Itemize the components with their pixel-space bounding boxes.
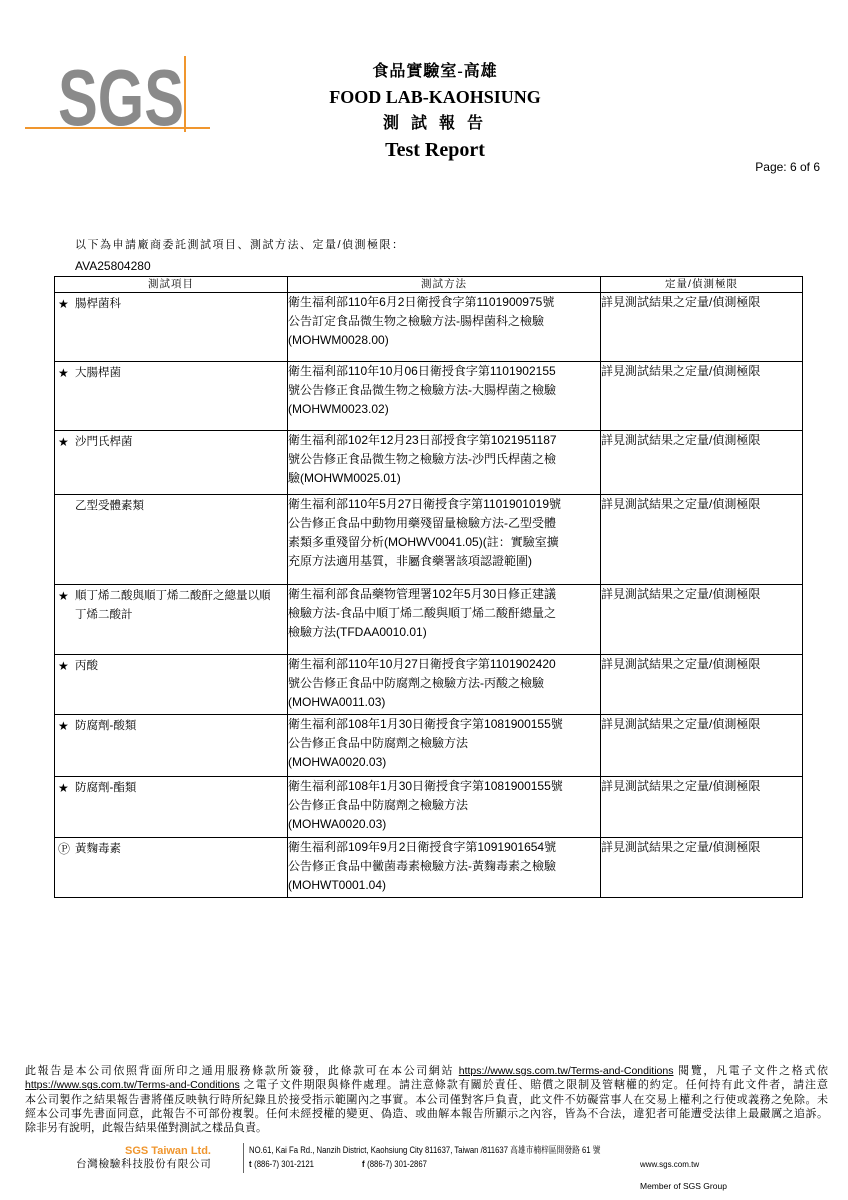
detection-limit-cell: 詳見測試結果之定量/偵測極限 <box>601 431 803 495</box>
disclaimer-line <box>25 1078 828 1092</box>
test-item-cell <box>55 495 288 585</box>
test-method-cell <box>288 838 601 898</box>
p-mark-icon: Ⓟ <box>58 842 71 856</box>
accreditation-mark: ★ <box>58 435 69 449</box>
disclaimer-text: 此報告是本公司依照背面所印之通用服務條款所簽發，此條款可在本公司網站 <box>25 1065 459 1077</box>
test-item-name: 順丁烯二酸與順丁烯二酸酐之總量以順 <box>75 590 271 602</box>
company-address: NO.61, Kai Fa Rd., Nanzih District, Kaohsiung City 811637, Taiwan /811637 高雄市楠梓區開發路 61 號 <box>249 1145 601 1155</box>
detection-limit-cell: 詳見測試結果之定量/偵測極限 <box>601 495 803 585</box>
test-item-name: 沙門氏桿菌 <box>75 436 133 448</box>
disclaimer <box>25 1064 828 1135</box>
disclaimer-line <box>25 1064 828 1078</box>
detection-limit-cell: 詳見測試結果之定量/偵測極限 <box>601 585 803 655</box>
telephone <box>249 1158 314 1170</box>
report-title-zh: 測 試 報 告 <box>382 115 487 132</box>
accreditation-mark: ★ <box>58 366 69 380</box>
company-name-en: SGS Taiwan Ltd. <box>125 1145 211 1157</box>
test-items-table <box>54 276 803 898</box>
test-item-cell <box>55 838 288 898</box>
test-method-line: (MOHWM0023.02) <box>288 402 389 416</box>
table-row <box>55 838 803 898</box>
table-row <box>55 655 803 715</box>
disclaimer-line: 本公司製作之結果報告書將僅反映執行時所紀錄且於接受指示範圍內之事實。本公司僅對客戶負責，此文件不妨礙當事人在交易上權利之行使或義務之免除。未 <box>25 1093 828 1106</box>
test-item-cell <box>55 585 288 655</box>
lab-name-en: FOOD LAB-KAOHSIUNG <box>329 87 541 107</box>
test-method-cell <box>288 431 601 495</box>
detection-limit-cell: 詳見測試結果之定量/偵測極限 <box>601 293 803 362</box>
column-header: 測試項目 <box>55 277 288 293</box>
test-method-cell <box>288 655 601 715</box>
test-method-line: 衛生福利部食品藥物管理署102年5月30日修正建議 <box>288 587 557 601</box>
test-item-name: 黃麴毒素 <box>75 843 121 855</box>
website: www.sgs.com.tw <box>640 1160 700 1169</box>
test-method-line: 衛生福利部110年6月2日衛授食字第1101900975號 <box>288 295 555 309</box>
intro-text: 以下為申請廠商委託測試項目、測試方法、定量/偵測極限： <box>75 239 405 251</box>
test-method-cell <box>288 495 601 585</box>
test-method-line: 衛生福利部110年5月27日衛授食字第1101901019號 <box>288 497 562 511</box>
test-method-cell <box>288 715 601 777</box>
test-item-cell <box>55 715 288 777</box>
sgs-logo-text: SGS <box>58 53 184 140</box>
report-number: AVA25804280 <box>75 259 151 273</box>
test-method-line: 衛生福利部110年10月27日衛授食字第1101902420 <box>288 657 556 671</box>
table-row <box>55 715 803 777</box>
test-method-line: 檢驗方法(TFDAA0010.01) <box>288 625 427 639</box>
detection-limit-cell: 詳見測試結果之定量/偵測極限 <box>601 715 803 777</box>
member-of-group: Member of SGS Group <box>640 1181 727 1191</box>
telephone-label: t <box>249 1159 252 1169</box>
test-method-line: (MOHWA0020.03) <box>288 755 387 769</box>
test-method-line: (MOHWM0028.00) <box>288 333 389 347</box>
test-method-line: 驗(MOHWM0025.01) <box>288 471 401 485</box>
test-method-line: 素類多重殘留分析(MOHWV0041.05)(註：實驗室擴 <box>288 535 559 549</box>
test-item-cell <box>55 293 288 362</box>
test-item-name: 腸桿菌科 <box>75 298 121 310</box>
test-method-line: 公告訂定食品微生物之檢驗方法-腸桿菌科之檢驗 <box>288 314 544 328</box>
test-item-name: 乙型受體素類 <box>75 500 144 512</box>
table-row <box>55 362 803 431</box>
disclaimer-text: 之電子文件期限與條件處理。請注意條款有關於責任、賠償之限制及管轄權的約定。任何持有此文件者，請注意 <box>239 1079 828 1092</box>
table-row <box>55 777 803 838</box>
test-method-line: (MOHWA0020.03) <box>288 817 387 831</box>
test-method-line: 公告修正食品中動物用藥殘留量檢驗方法-乙型受體 <box>288 516 556 530</box>
test-method-line: 衛生福利部108年1月30日衛授食字第1081900155號 <box>288 779 563 793</box>
test-method-line: 衛生福利部102年12月23日部授食字第1021951187 <box>288 433 557 447</box>
page-number: Page: 6 of 6 <box>755 160 820 174</box>
accreditation-mark: ★ <box>58 589 69 603</box>
telephone-number: (886-7) 301-2121 <box>254 1159 314 1169</box>
fax-number: (886-7) 301-2867 <box>367 1159 427 1169</box>
fax <box>362 1158 427 1170</box>
test-method-line: (MOHWA0011.03) <box>288 695 386 709</box>
table-row <box>55 293 803 362</box>
test-method-line: 衛生福利部110年10月06日衛授食字第1101902155 <box>288 364 556 378</box>
test-method-line: 號公告修正食品微生物之檢驗方法-大腸桿菌之檢驗 <box>288 383 556 397</box>
accreditation-mark: ★ <box>58 659 69 673</box>
accreditation-mark <box>58 497 75 516</box>
disclaimer-line: 經本公司事先書面同意，此報告不可部份複製。任何未經授權的變更、偽造、或曲解本報告所顯示之內容，皆為不合法，違犯者可能遭受法律上最嚴厲之追訴。 <box>25 1107 828 1120</box>
test-method-cell <box>288 362 601 431</box>
test-item-cell <box>55 362 288 431</box>
test-method-line: 號公告修正食品中防腐劑之檢驗方法-丙酸之檢驗 <box>288 676 544 690</box>
test-method-line: 衛生福利部108年1月30日衛授食字第1081900155號 <box>288 717 563 731</box>
terms-link[interactable]: https://www.sgs.com.tw/Terms-and-Conditions <box>25 1079 240 1092</box>
disclaimer-text: 閱覽，凡電子文件之格式依 <box>673 1065 828 1077</box>
test-method-line: 公告修正食品中黴菌毒素檢驗方法-黃麴毒素之檢驗 <box>288 859 556 873</box>
test-item-cell <box>55 431 288 495</box>
test-method-line: 檢驗方法-食品中順丁烯二酸與順丁烯二酸酐總量之 <box>288 606 556 620</box>
test-item-name: 丁烯二酸計 <box>75 609 133 621</box>
test-item-name: 防腐劑-酯類 <box>75 782 137 794</box>
table-row <box>55 585 803 655</box>
test-method-line: (MOHWT0001.04) <box>288 878 387 892</box>
accreditation-mark: ★ <box>58 297 69 311</box>
test-method-cell <box>288 585 601 655</box>
column-header: 測試方法 <box>288 277 601 293</box>
detection-limit-cell: 詳見測試結果之定量/偵測極限 <box>601 362 803 431</box>
disclaimer-line: 除非另有說明，此報告結果僅對測試之樣品負責。 <box>25 1122 267 1135</box>
column-header: 定量/偵測極限 <box>601 277 803 293</box>
lab-name-zh: 食品實驗室-高雄 <box>372 63 498 80</box>
fax-label: f <box>362 1159 365 1169</box>
table-row <box>55 495 803 585</box>
report-title-en: Test Report <box>385 139 485 161</box>
company-name-zh: 台灣檢驗科技股份有限公司 <box>76 1158 212 1170</box>
accreditation-mark: ★ <box>58 781 69 795</box>
detection-limit-cell: 詳見測試結果之定量/偵測極限 <box>601 777 803 838</box>
terms-link[interactable]: https://www.sgs.com.tw/Terms-and-Conditions <box>458 1065 674 1077</box>
test-method-line: 公告修正食品中防腐劑之檢驗方法 <box>288 798 469 812</box>
test-method-line: 衛生福利部109年9月2日衛授食字第1091901654號 <box>288 840 557 854</box>
test-item-name: 防腐劑-酸類 <box>75 720 137 732</box>
test-method-cell <box>288 777 601 838</box>
accreditation-mark: ★ <box>58 719 69 733</box>
detection-limit-cell: 詳見測試結果之定量/偵測極限 <box>601 655 803 715</box>
test-method-line: 充原方法適用基質，非屬食藥署該項認證範圍) <box>288 554 532 568</box>
test-method-cell <box>288 293 601 362</box>
detection-limit-cell: 詳見測試結果之定量/偵測極限 <box>601 838 803 898</box>
test-item-cell <box>55 655 288 715</box>
table-row <box>55 431 803 495</box>
test-item-name: 大腸桿菌 <box>75 367 121 379</box>
test-method-line: 號公告修正食品微生物之檢驗方法-沙門氏桿菌之檢 <box>288 452 556 466</box>
table-header-row <box>55 277 803 293</box>
test-item-cell <box>55 777 288 838</box>
test-method-line: 公告修正食品中防腐劑之檢驗方法 <box>288 736 469 750</box>
sgs-logo <box>0 0 230 140</box>
footer-divider <box>243 1143 244 1173</box>
test-item-name: 丙酸 <box>75 660 98 672</box>
